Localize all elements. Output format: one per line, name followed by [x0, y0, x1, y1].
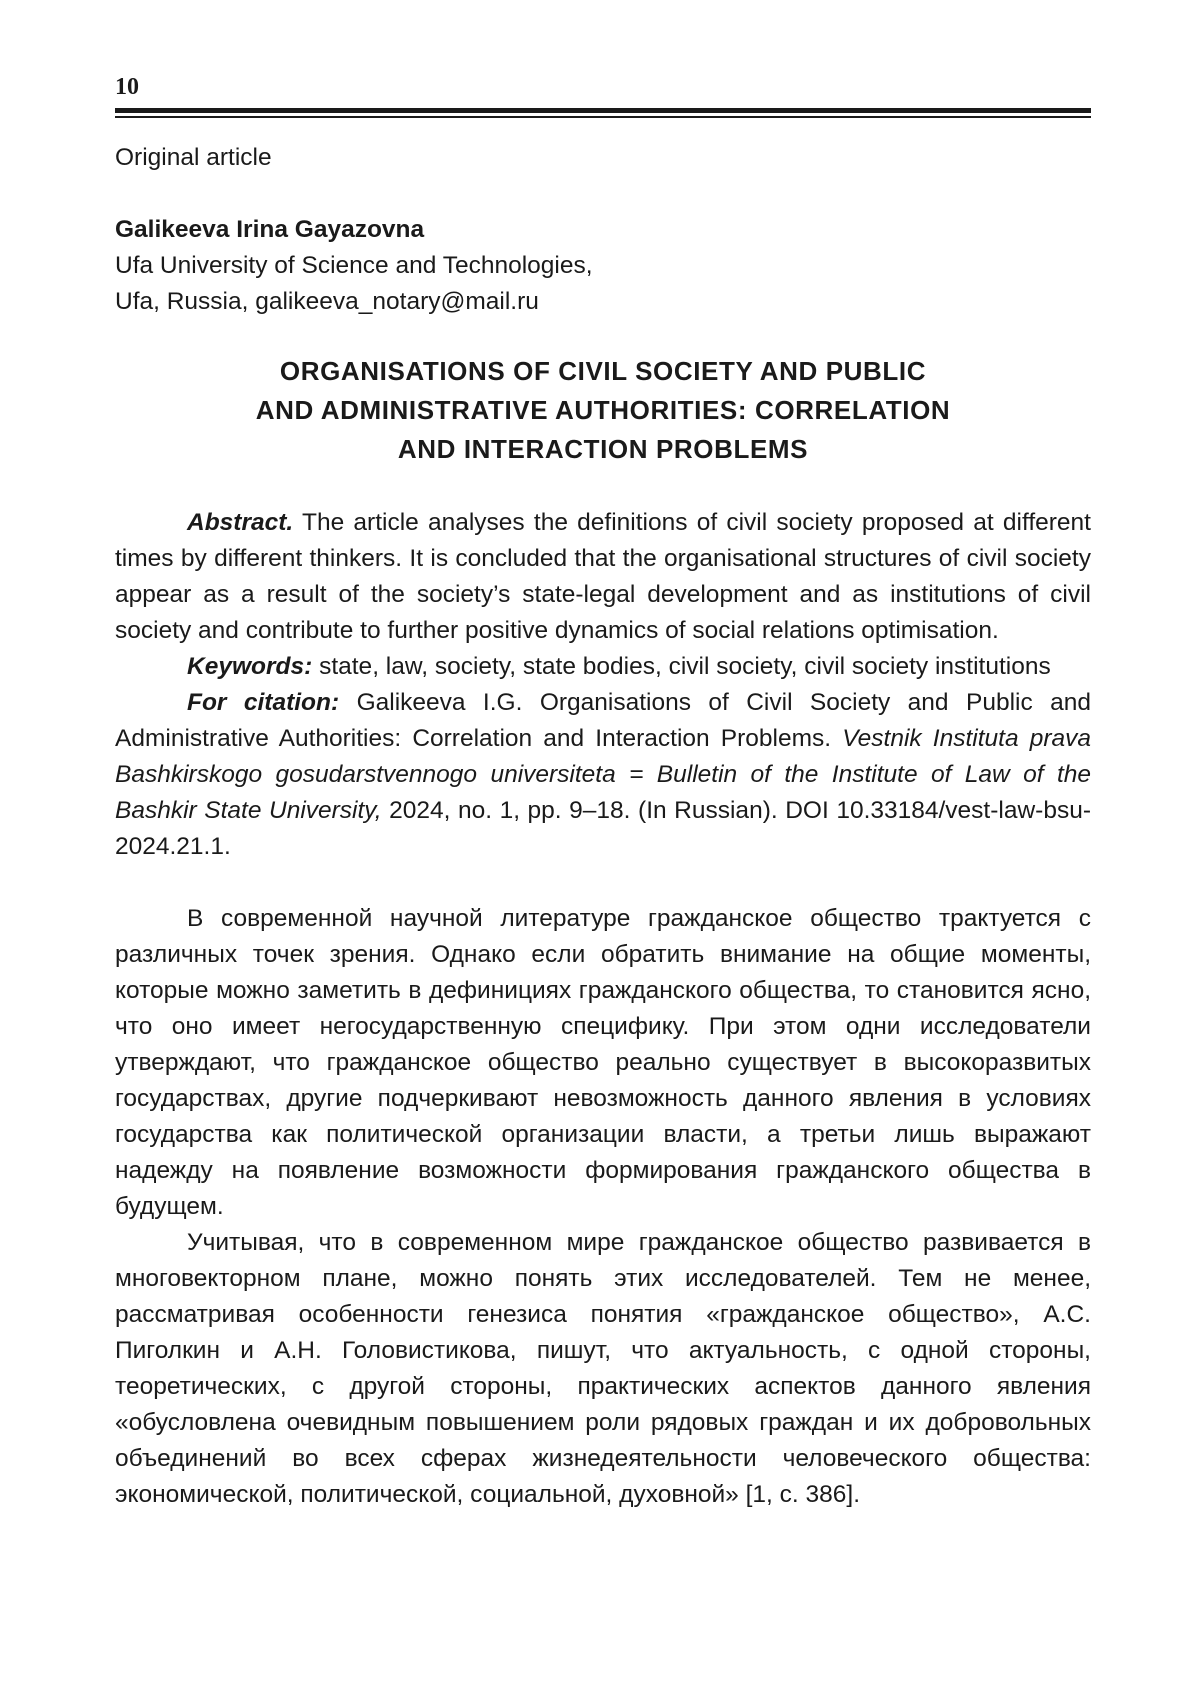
article-title	[115, 352, 1091, 469]
article-type-label: Original article	[115, 144, 272, 171]
header-rule-thin	[115, 116, 1091, 118]
author-name: Galikeeva Irina Gayazovna	[115, 216, 425, 243]
keywords-text: state, law, society, state bodies, civil society, civil society institutions	[312, 653, 1051, 680]
citation-journal: Vestnik Instituta prava Bashkirskogo gosudarstvennogo universiteta = Bulletin of the Institute of Law of the Bashkir State University,	[115, 725, 1091, 824]
abstract-label: Abstract.	[187, 509, 294, 536]
abstract-section	[115, 505, 1091, 865]
citation-label: For citation:	[187, 689, 340, 716]
citation-text-before: Galikeeva I.G. Organisations of Civil Society and Public and Administrative Authorities: Correlation and Interaction Problems.	[115, 689, 1091, 752]
page-content	[115, 140, 1091, 1513]
body-paragraph: В современной научной литературе гражданское общество трактуется с различных точек зрения. Однако если обратить внимание на общие моменты, которые можно заметить в дефинициях гражданского общества, то становится ясно, что оно имеет негосударственную специфику. При этом одни исследователи утверждают, что гражданское общество реально существует в высокоразвитых государствах, другие подчеркивают невозможность данного явления в условиях государства как политической организации власти, а третьи лишь выражают надежду на появление возможности формирования гражданского общества в будущем.	[115, 905, 1091, 1220]
keywords-paragraph	[115, 649, 1091, 685]
author-affiliation: Ufa University of Science and Technologies,	[115, 252, 593, 279]
body-section	[115, 901, 1091, 1513]
citation-text-after: 2024, no. 1, pp. 9–18. (In Russian). DOI 10.33184/vest-law-bsu-2024.21.1.	[115, 797, 1091, 860]
citation-paragraph	[115, 685, 1091, 865]
header-rule-thick	[115, 108, 1091, 113]
body-paragraph: Учитывая, что в современном мире гражданское общество развивается в многовекторном плане, можно понять этих исследователей. Тем не менее, рассматривая особенности генезиса понятия «гражданское общество», А.С. Пиголкин и А.Н. Головистикова, пишут, что актуальность, с одной стороны, теоретических, с другой стороны, практических аспектов данного явления «обусловлена очевидным повышением роли рядовых граждан и их добровольных объединений во всех сферах жизнедеятельности человеческого общества: экономической, политической, социальной, духовной» [1, с. 386].	[115, 1229, 1091, 1508]
title-line: AND ADMINISTRATIVE AUTHORITIES: CORRELATION	[255, 395, 951, 425]
page-number: 10	[115, 74, 139, 100]
abstract-text: The article analyses the definitions of civil society proposed at different times by different thinkers. It is concluded that the organisational structures of civil society appear as a result of the society’s state-legal development and as institutions of civil society and contribute to further positive dynamics of social relations optimisation.	[115, 509, 1091, 644]
author-location-email: Ufa, Russia, galikeeva_notary@mail.ru	[115, 288, 539, 315]
author-block	[115, 212, 1091, 320]
abstract-paragraph	[115, 505, 1091, 649]
keywords-label: Keywords:	[187, 653, 313, 680]
title-line: ORGANISATIONS OF CIVIL SOCIETY AND PUBLIC	[279, 356, 927, 386]
title-line: AND INTERACTION PROBLEMS	[397, 434, 809, 464]
